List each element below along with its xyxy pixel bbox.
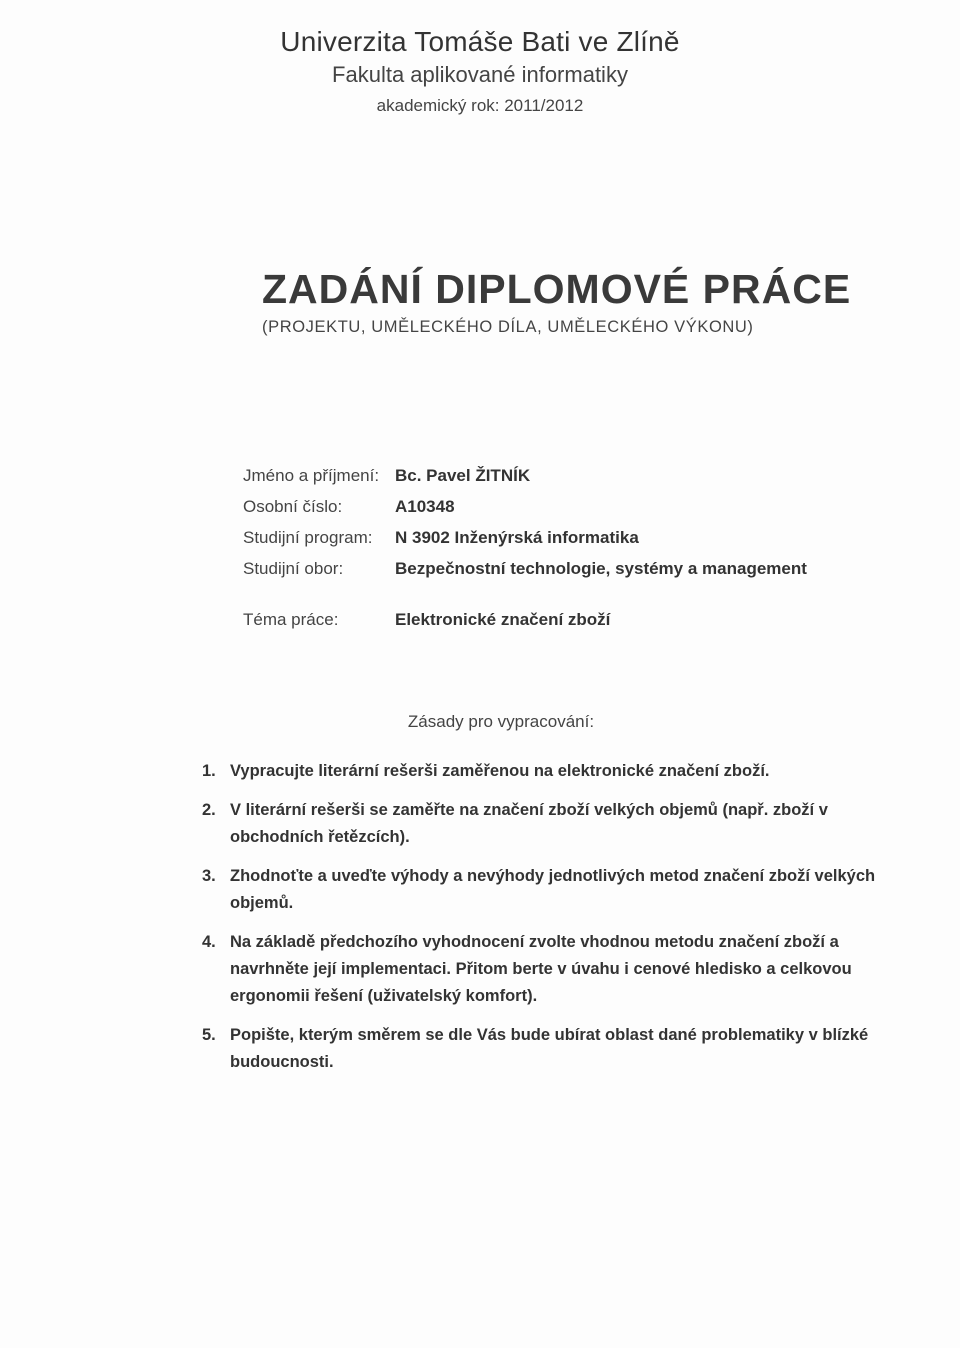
item-text: Na základě předchozího vyhodnocení zvolte vhodnou metodu značení zboží a navrhněte její implementaci. Přitom berte v úvahu i cenové hledisko a celkovou ergonomii řešení (uživatelský komfort). [230,933,852,1005]
list-item [202,863,882,917]
student-info-row [243,522,843,553]
document-subtitle: (PROJEKTU, UMĚLECKÉHO DÍLA, UMĚLECKÉHO VÝKONU) [262,318,754,336]
university-name: Univerzita Tomáše Bati ve Zlíně [280,26,680,57]
item-text: Vypracujte literární rešerši zaměřenou na elektronické značení zboží. [230,762,770,780]
student-info-row [243,553,843,584]
item-number: 3. [202,867,216,885]
student-info [243,460,843,584]
thesis-topic [243,604,610,635]
topic-value: Elektronické značení zboží [395,610,611,629]
info-value: Bezpečnostní technologie, systémy a management [395,559,807,578]
info-value: Bc. Pavel ŽITNÍK [395,466,531,485]
list-item [202,929,882,1010]
guidelines-heading: Zásady pro vypracování: [407,712,595,731]
info-label: Osobní číslo: [243,497,343,516]
item-text: V literární rešerši se zaměřte na značení zboží velkých objemů (např. zboží v obchodních řetězcích). [230,801,828,846]
info-value: N 3902 Inženýrská informatika [395,528,639,547]
list-item [202,1022,882,1076]
guidelines-list [202,758,882,1088]
item-text: Popište, kterým směrem se dle Vás bude ubírat oblast dané problematiky v blízké budoucnosti. [230,1026,869,1071]
info-value: A10348 [395,497,455,516]
item-text: Zhodnoťte a uveďte výhody a nevýhody jednotlivých metod značení zboží velkých objemů. [230,867,876,912]
topic-label: Téma práce: [243,610,339,629]
student-info-row [243,460,843,491]
faculty-name: Fakulta aplikované informatiky [332,62,628,87]
item-number: 1. [202,762,216,780]
info-label: Studijní program: [243,528,373,547]
item-number: 5. [202,1026,216,1044]
list-item [202,797,882,851]
info-label: Jméno a příjmení: [243,466,380,485]
item-number: 2. [202,801,216,819]
info-label: Studijní obor: [243,559,344,578]
list-item [202,758,882,785]
student-info-row [243,491,843,522]
academic-year: akademický rok: 2011/2012 [376,96,584,115]
document-title: ZADÁNÍ DIPLOMOVÉ PRÁCE [262,266,852,312]
item-number: 4. [202,933,216,951]
